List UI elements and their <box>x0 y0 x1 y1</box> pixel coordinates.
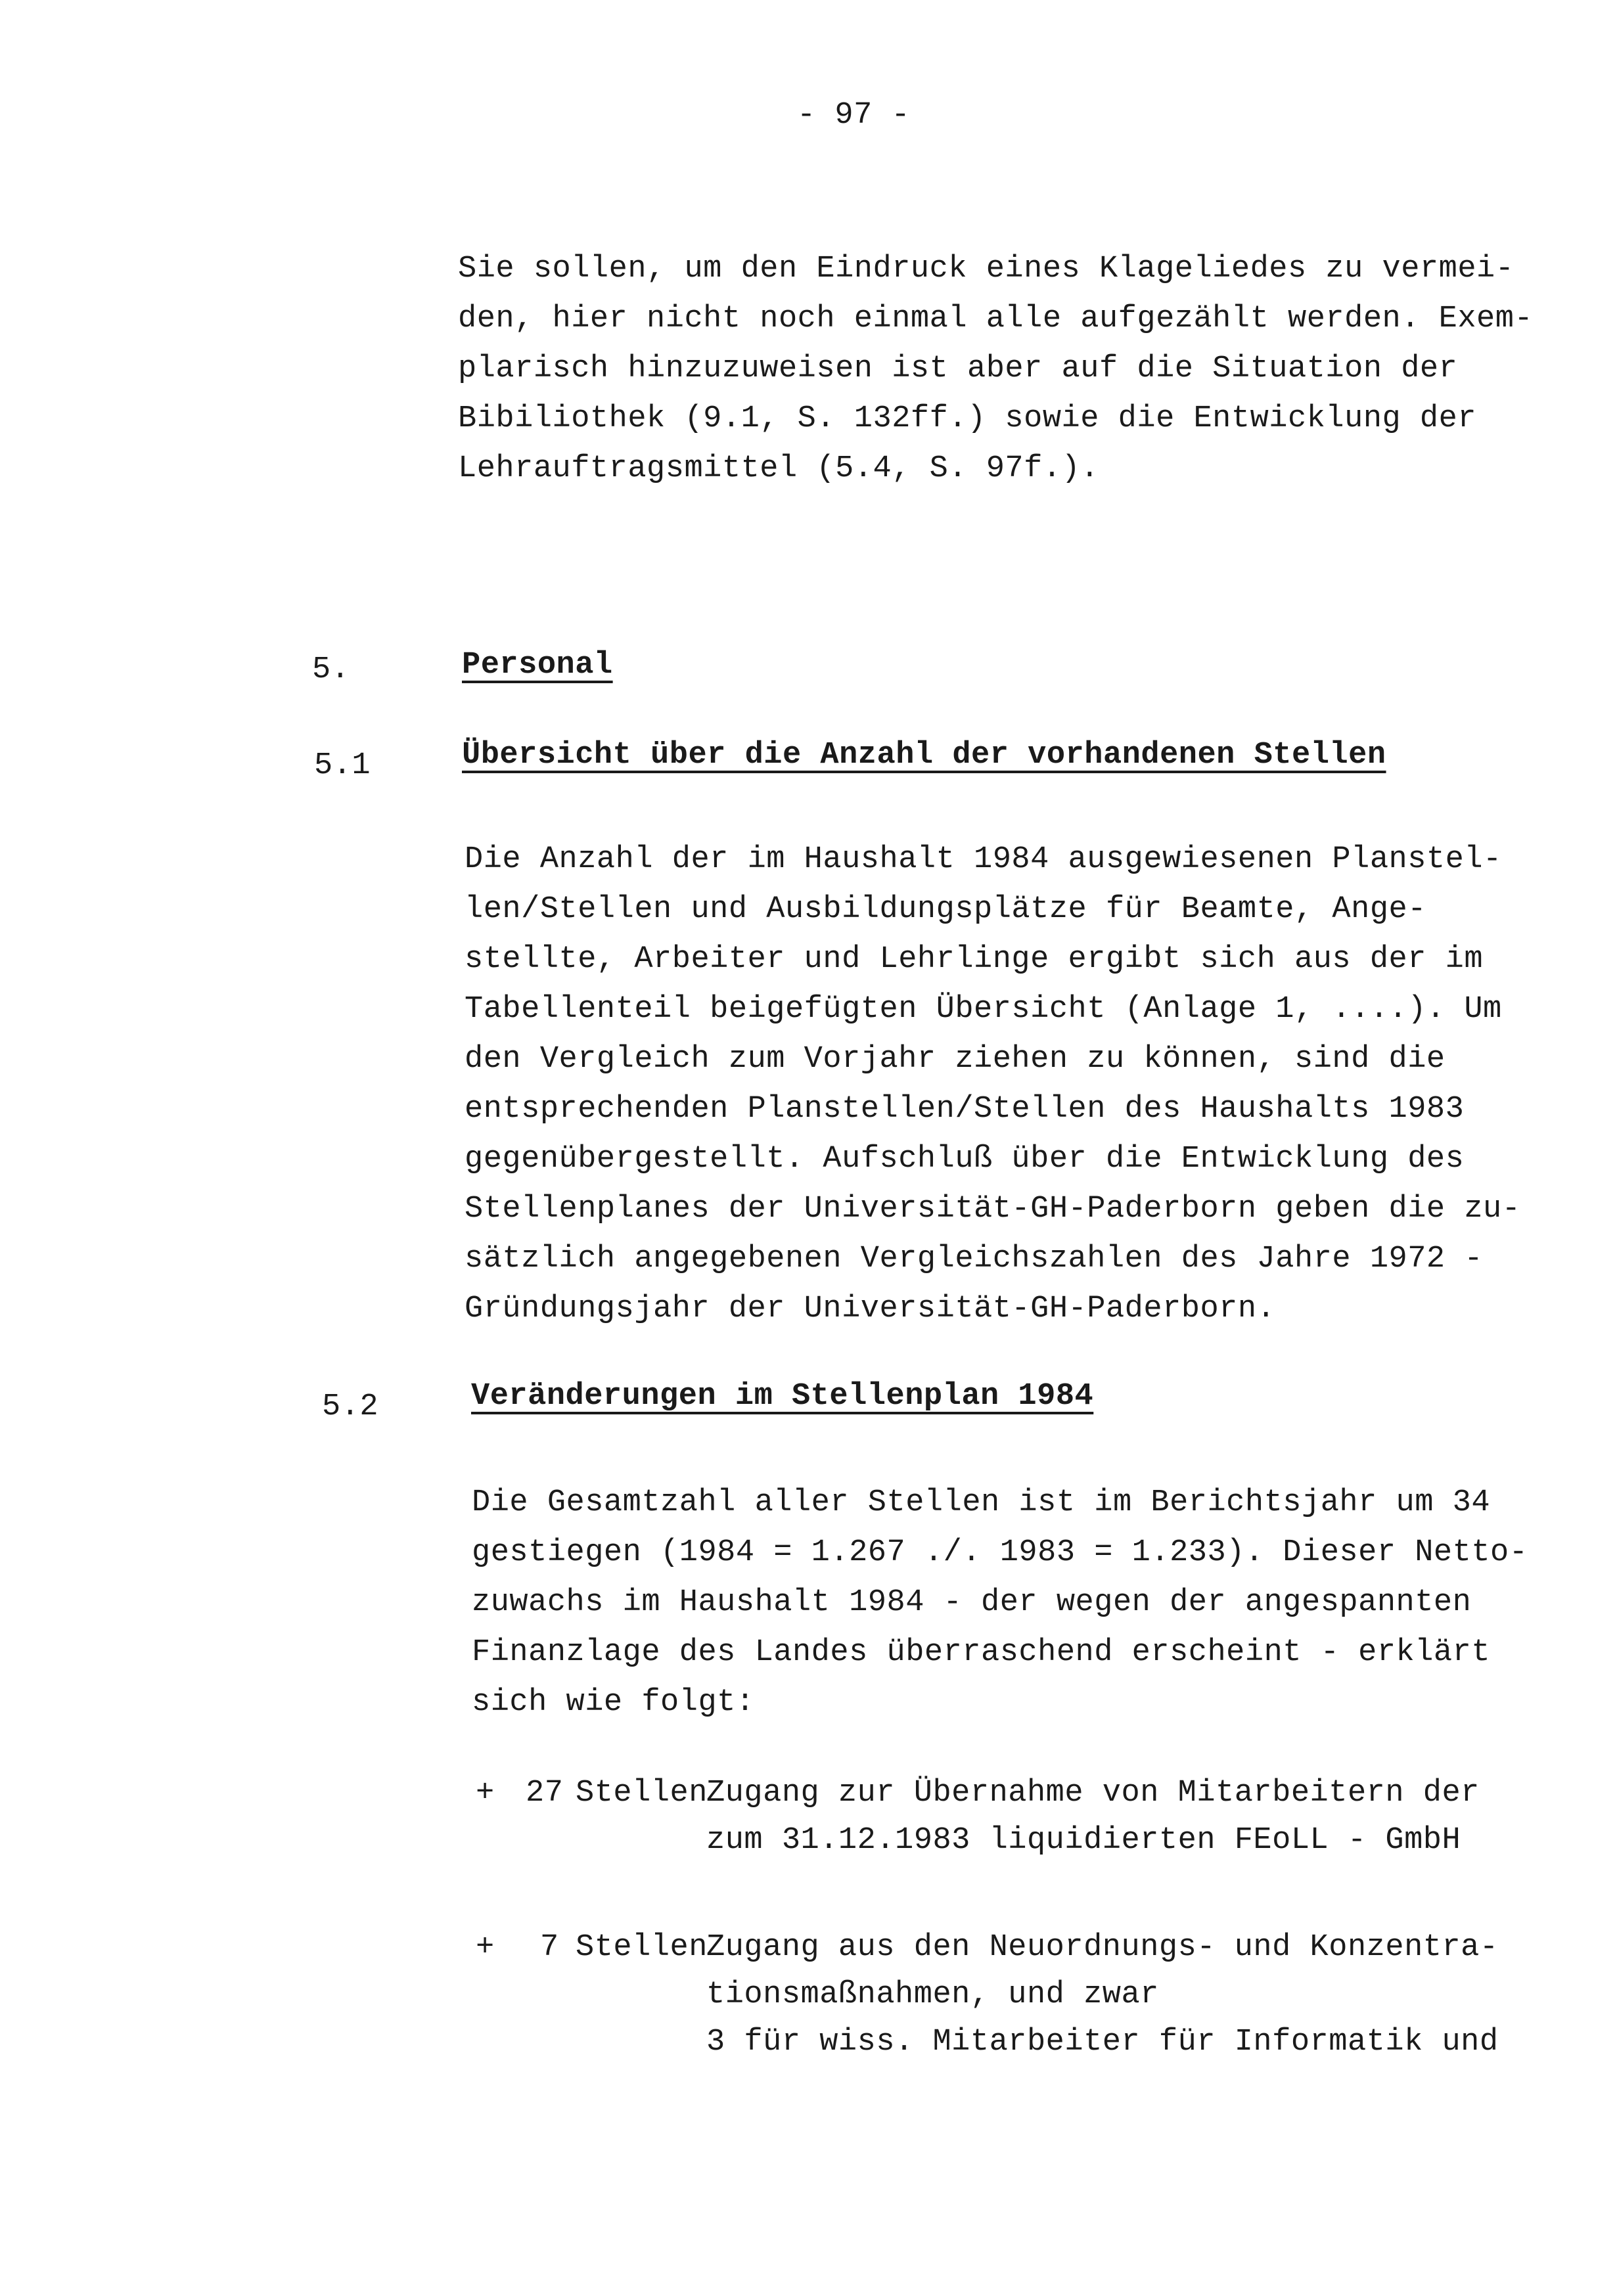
text-line: entsprechenden Planstellen/Stellen des Haushalts 1983 <box>465 1092 1465 1127</box>
text-line: sich wie folgt: <box>472 1685 755 1720</box>
text-line: Die Anzahl der im Haushalt 1984 ausgewiesenen Planstel- <box>465 842 1502 877</box>
section-number: 5.2 <box>322 1389 379 1424</box>
text-line: Gründungsjahr der Universität-GH-Paderborn. <box>465 1292 1276 1326</box>
section-title: Übersicht über die Anzahl der vorhandenen Stellen <box>462 738 1386 773</box>
text-line: Bibiliothek (9.1, S. 132ff.) sowie die Entwicklung der <box>458 401 1477 436</box>
text-line: plarisch hinzuzuweisen ist aber auf die Situation der <box>458 351 1458 386</box>
list-item-text: Zugang zur Übernahme von Mitarbeitern der <box>706 1776 1480 1811</box>
text-line: Finanzlage des Landes überraschend erscheint - erklärt <box>472 1635 1491 1670</box>
text-line: len/Stellen und Ausbildungsplätze für Beamte, Ange- <box>465 892 1426 927</box>
list-item-unit: Stellen <box>576 1776 708 1811</box>
list-item-count: 7 <box>540 1930 559 1965</box>
list-item-text: 3 für wiss. Mitarbeiter für Informatik und <box>706 2025 1499 2060</box>
list-item-sign: + <box>476 1776 495 1811</box>
list-item-count: 27 <box>526 1776 564 1811</box>
list-item-unit: Stellen <box>576 1930 708 1965</box>
section-title: Personal <box>462 648 613 683</box>
text-line: Sie sollen, um den Eindruck eines Klageliedes zu vermei- <box>458 252 1515 286</box>
text-line: Lehrauftragsmittel (5.4, S. 97f.). <box>458 451 1099 486</box>
text-line: stellte, Arbeiter und Lehrlinge ergibt sich aus der im <box>465 942 1484 977</box>
text-line: sätzlich angegebenen Vergleichszahlen des Jahre 1972 - <box>465 1242 1484 1276</box>
text-line: Stellenplanes der Universität-GH-Paderborn geben die zu- <box>465 1192 1521 1227</box>
text-line: gegenübergestellt. Aufschluß über die Entwicklung des <box>465 1142 1465 1177</box>
section-number: 5. <box>312 652 350 687</box>
text-line: Tabellenteil beigefügten Übersicht (Anlage 1, ....). Um <box>465 992 1502 1027</box>
text-line: zuwachs im Haushalt 1984 - der wegen der angespannten <box>472 1585 1472 1620</box>
text-line: den, hier nicht noch einmal alle aufgezählt werden. Exem- <box>458 302 1534 336</box>
list-item-sign: + <box>476 1930 495 1965</box>
section-title: Veränderungen im Stellenplan 1984 <box>471 1379 1094 1414</box>
list-item-text: Zugang aus den Neuordnungs- und Konzentra- <box>706 1930 1499 1965</box>
text-line: den Vergleich zum Vorjahr ziehen zu können, sind die <box>465 1042 1446 1077</box>
text-line: Die Gesamtzahl aller Stellen ist im Berichtsjahr um 34 <box>472 1485 1491 1520</box>
list-item-text: tionsmaßnahmen, und zwar <box>706 1977 1159 2012</box>
page-number: - 97 - <box>797 98 911 133</box>
text-line: gestiegen (1984 = 1.267 ./. 1983 = 1.233). Dieser Netto- <box>472 1535 1528 1570</box>
section-number: 5.1 <box>314 748 371 783</box>
list-item-text: zum 31.12.1983 liquidierten FEoLL - GmbH <box>706 1823 1461 1858</box>
